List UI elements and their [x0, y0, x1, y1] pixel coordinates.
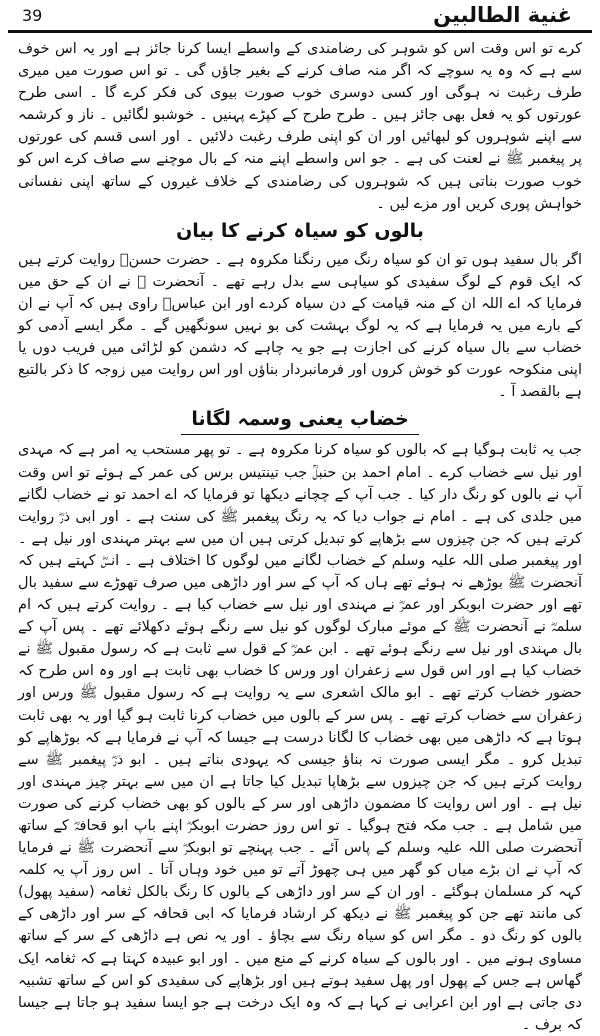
header-divider [8, 30, 592, 33]
section-heading-black-dye: بالوں کو سیاہ کرنے کا بیان [176, 219, 424, 242]
paragraph-grooming: کرے تو اس وقت اس کو شوہر کی رضامندی کے واسطے ایسا کرنا جائز ہے اور یہ اس خوف سے ہے کہ وہ یہ سوچے کہ اگر منہ صاف کرنے کے بغیر جاؤں گی ۔ تو اس صورت میں میری طرف رغبت نہ ہوگی اور کسی دوسری خوب صورت بیوی کی فکر کرے گا ۔ اسی طرح عورتوں کو یہ فعل بھی جائز ہیں ۔ طرح طرح کے کپڑے پہنیں ۔ خوشبو لگائیں ۔ ناز و کرشمہ سے اپنے شوہروں کو لبھائیں اور ان کو اپنی طرف رغبت دلائیں ۔ اور اسی قسم کی عورتوں پر پیغمبر ﷺ نے لعنت کی ہے ۔ جو اس واسطے اپنے منہ کے بال موچنے سے صاف کرے اس کو خوب صورت بناتی ہیں کہ شوہروں کی رضامندی کے خلاف غیروں کے ساتھ اپنی نفسانی خواہش پوری کریں اور مزے لیں ۔ [18, 41, 582, 212]
section-heading-khizab: خضاب یعنی وسمہ لگانا [181, 405, 418, 435]
paragraph-khizab: جب یہ ثابت ہوگیا ہے کہ بالوں کو سیاہ کرنا مکروہ ہے ۔ تو پھر مستحب یہ امر ہے کہ مہدی اور نیل سے خضاب کرے ۔ امام احمد بن حنبلؒ جب تینتیس برس کی عمر کے ہوئے تو اس وقت آپ نے بالوں کو رنگ دار کیا ۔ جب آپ کے چچانے دیکھا تو فرمایا کہ اے احمد تو نے خضاب لگانے میں جلدی کی ہے ۔ امام نے جواب دیا کہ یہ رنگ پیغمبر ﷺ کی سنت ہے ۔ اور ابی ذرؓ روایت کرتے ہیں کہ جن چیزوں سے بڑھاپے کو تبدیل کرتی ہیں ان میں سے بہتر مہندی اور نیل ہے ۔ اور پیغمبر صلی اللہ علیہ وسلم کے خضاب لگانے میں لوگوں کا اختلاف ہے ۔ انسؓ کہتے ہیں کہ آنحضرت ﷺ بوڑھے نہ ہوئے تھے ہاں کہ آپ کے سر اور داڑھی میں صرف تھوڑے سے سفید بال تھے اور حضرت ابوبکر اور عمرؓ نے مہندی اور نیل سے خضاب کیا ہے ۔ روایت کرتے ہیں کہ ام سلمہؓ نے آنحضرت ﷺ کے موئے مبارک لوگوں کو نیل سے رنگے ہوئے دکھلائے تھے ۔ پس آپ کے بال مہندی اور نیل سے رنگے ہوئے تھے ۔ ابن عمرؓ کے قول سے ثابت ہے کہ رسول مقبول ﷺ نے خضاب کیا ہے اور اس قول سے زعفران اور ورس کا خضاب بھی ثابت ہے اور وہ اس طرح کہ حضور خضاب کرتے تھے ۔ ابو مالک اشعری سے یہ روایت ہے کہ رسول مقبول ﷺ ورس اور زعفران سے خضاب کرتے تھے ۔ پس سر کے بالوں میں خضاب کرنا ثابت ہو گیا اور یہ بھی ثابت ہوتا ہے کہ داڑھی میں بھی خضاب کا لگانا درست ہے جیسا کہ آپ نے فرمایا ہے کہ بوڑھاپے کو تبدیل کرو ۔ مگر ایسی صورت نہ بناؤ جیسی کہ یہودی بناتے ہیں ۔ ابو ذرؓ پیغمبر ﷺ سے روایت کرتے ہیں کہ جن چیزوں سے بڑھاپا تبدیل کیا جاتا ہے ان میں سے بہتر چیز مہندی اور نیل ہے ۔ اور اس روایت کا مضمون داڑھی اور سر کے بالوں کو بھی خضاب کرنے کی صورت میں شامل ہے ۔ جب مکہ فتح ہوگیا ۔ تو اس روز حضرت ابوبکرؓ اپنے باپ ابو قحافہؓ کے ساتھ آنحضرت صلی اللہ علیہ وسلم کے پاس آئے ۔ جب پہنچے تو ابوبکرؓ سے آنحضرت ﷺ نے فرمایا کہ آپ نے ان بڑے میاں کو گھر میں ہی چھوڑ آتے تو میں خود وہاں آتا ۔ اس روز آپ یہ کلمہ کہہ کر مسلمان ہوگئے ۔ اور ان کے سر اور داڑھی کے بالوں کا رنگ بالکل ثغامہ (سفید پھول) کی مانند تھے جن کو پیغمبر ﷺ نے دیکھ کر ارشاد فرمایا کہ ابی قحافہ کے سر اور داڑھی کے بالوں کو رنگ دو ۔ مگر اس کو سیاہ رنگ سے بچاؤ ۔ اور یہ نص ہے داڑھی کے سر کے ساتھ مساوی ہونے میں ۔ اور بالوں کے سیاہ کرنے کے منع میں ۔ اور ابو عبیدہ کہتا ہے کہ ثغامہ ایک گھاس ہے جس کے پھول اور پھل سفید ہوتے ہیں اور بڑھاپے کی سفیدی کو اس کے ساتھ تشبیہ دی جاتی ہے اور ابن اعرابی نے کہا ہے کہ وہ ایک درخت ہے جو ایسا سفید ہو جاتا ہے جیسا کہ برف ۔ [18, 442, 582, 1033]
page-body [18, 38, 582, 1033]
page-header [0, 0, 600, 34]
page-number: 39 [22, 6, 43, 25]
paragraph-black-dye: اگر بال سفید ہوں تو ان کو سیاہ رنگ میں رنگنا مکروہ ہے ۔ حضرت حسنؓ روایت کرتے ہیں کہ ایک قوم کے لوگ سفیدی کو سیاہی سے بدل رہے تھے ۔ آنحضرت ﷺ نے ان کے حق میں فرمایا کہ اے اللہ ان کے منہ قیامت کے دن سیاہ کردے اور ابن عباسؓ راوی ہیں کہ آپ نے ان کے بارے میں یہ فرمایا ہے کہ یہ لوگ بہشت کی بو نہیں سونگھیں گے ۔ مگر ایسے آدمی کو خضاب سے بال سیاہ کرنے کی اجازت ہے جو یہ چاہے کہ دشمن کو لڑائی میں فریب دوں یا اپنی منکوحہ عورت کو خوش کروں اور فرمانبردار بناؤں اور اس روایت میں زوجہ کا ذکر بالتبع ہے بالقصد آ ۔ [18, 251, 582, 401]
section-heading-wrapper [18, 403, 582, 439]
running-title: غنية الطالبين [433, 3, 572, 27]
